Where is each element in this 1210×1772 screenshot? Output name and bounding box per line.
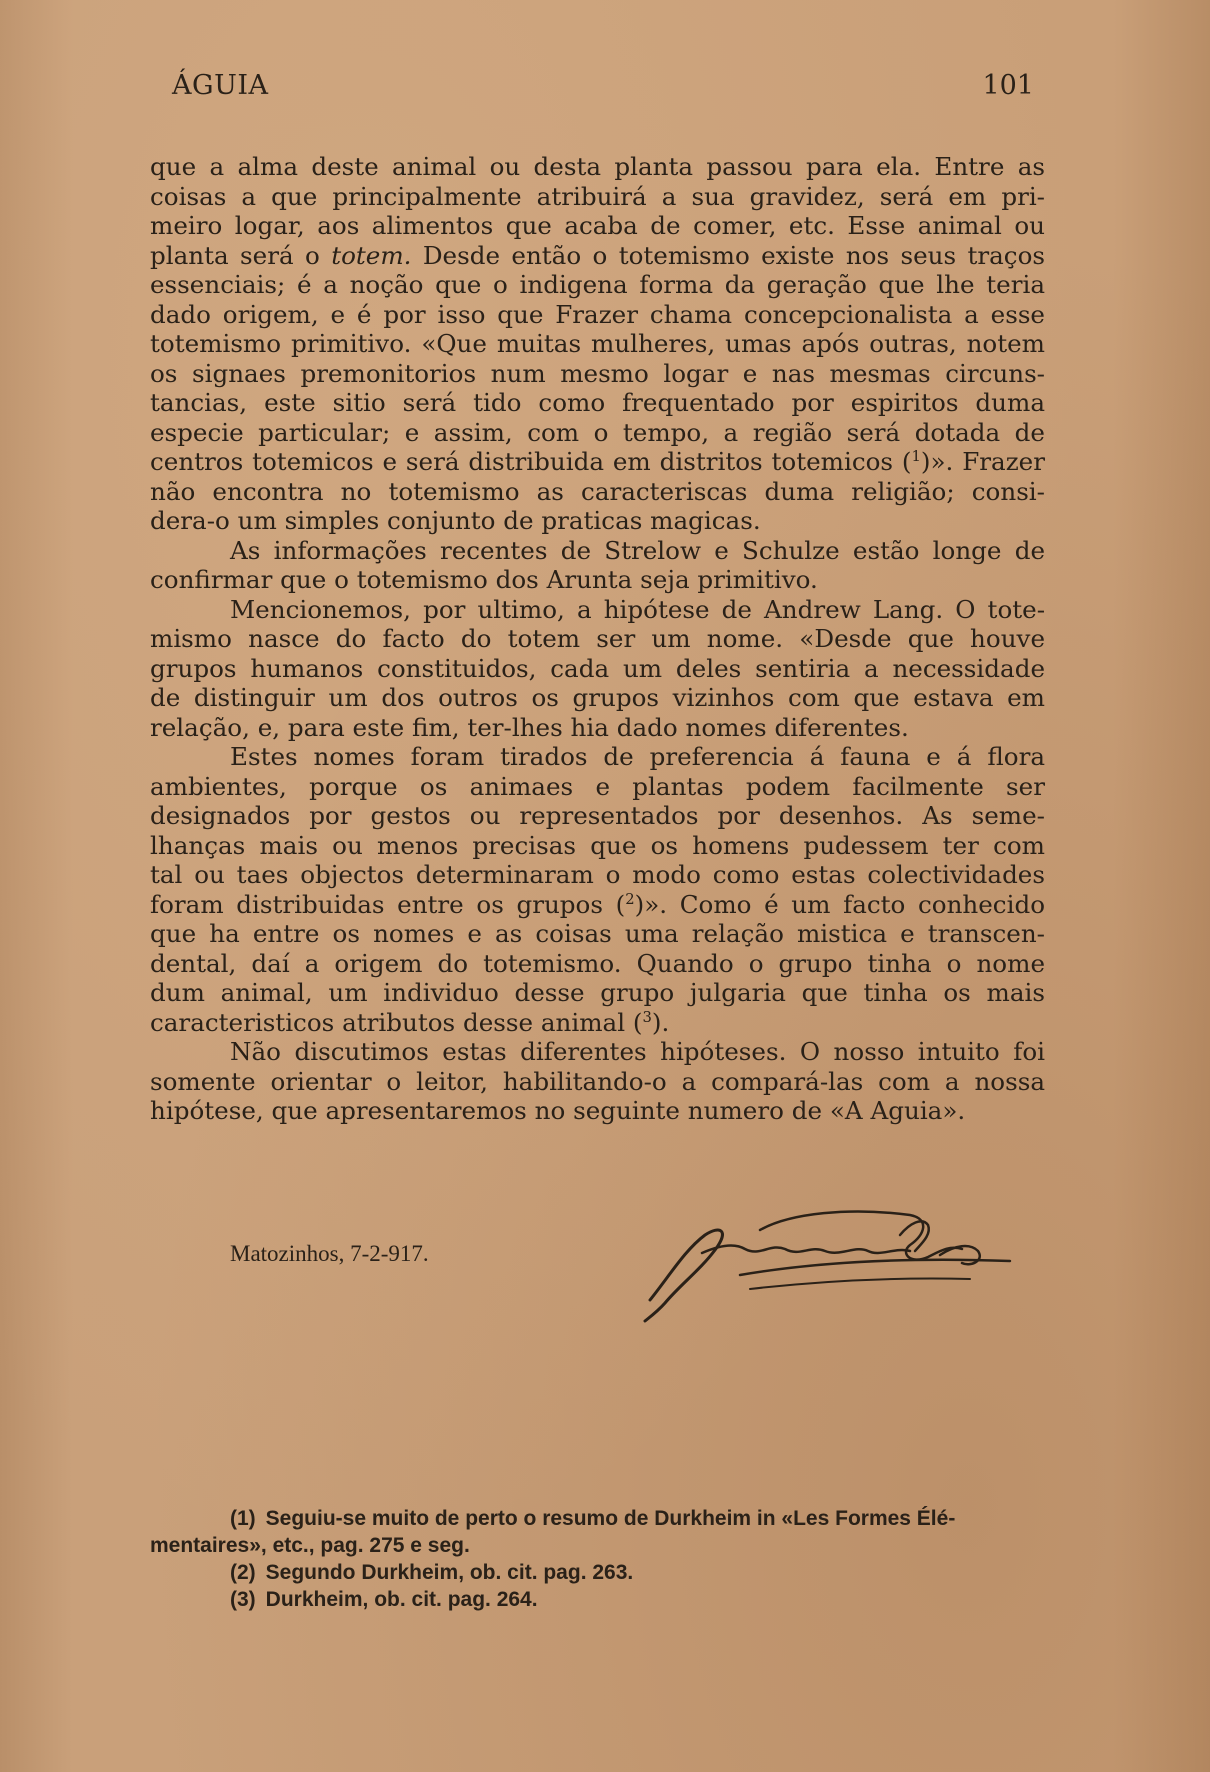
text-line: os signaes premonitorios num mesmo logar e nas mesmas circuns- <box>150 358 1045 388</box>
footnote-text: Segundo Durkheim, ob. cit. pag. 263. <box>265 1561 634 1584</box>
footnote-mark: (3) <box>230 1588 256 1611</box>
text-line: de distinguir um dos outros os grupos vizinhos com que estava em <box>150 683 1045 712</box>
text-line: tancias, este sitio será tido como frequentado por espiritos duma <box>150 388 1045 417</box>
text-line: As informações recentes de Strelow e Schulze estão longe de <box>230 535 1045 565</box>
text-line: especie particular; e assim, com o tempo, a região será dotada de <box>150 417 1045 447</box>
text-line: mismo nasce do facto do totem ser um nome. «Desde que houve <box>150 624 1045 653</box>
text-segment: Desde então o totemismo existe nos seus traços <box>411 240 1045 270</box>
text-segment: ). <box>651 1007 670 1037</box>
footnote-ref: 1 <box>911 448 921 466</box>
text-line: que ha entre os nomes e as coisas uma relação mistica e transcen- <box>150 919 1045 948</box>
running-header <box>172 70 1034 106</box>
text-line: dum animal, um individuo desse grupo julgaria que tinha os mais <box>150 978 1045 1007</box>
place-date: Matozinhos, 7-2-917. <box>230 1241 429 1266</box>
text-line: Estes nomes foram tirados de preferencia á fauna e á flora <box>230 742 1045 771</box>
footnote-ref: 3 <box>642 1008 652 1026</box>
text-line: essenciais; é a noção que o indigena forma da geração que lhe teria <box>150 270 1045 299</box>
text-line <box>150 890 1045 920</box>
footnote-ref: 2 <box>625 890 635 908</box>
footnote-mark: (1) <box>230 1507 256 1530</box>
text-segment: )». Como é um facto conhecido <box>634 889 1045 919</box>
page-number: 101 <box>982 70 1034 101</box>
article-body <box>150 152 1045 1126</box>
text-line: não encontra no totemismo as caracteriscas duma religião; consi- <box>150 476 1045 506</box>
text-line <box>150 241 1045 271</box>
text-line: Não discutimos estas diferentes hipóteses. O nosso intuito foi <box>230 1037 1045 1066</box>
text-line: Mencionemos, por ultimo, a hipótese de Andrew Lang. O tote- <box>230 594 1045 624</box>
text-line: grupos humanos constituidos, cada um deles sentiria a necessidade <box>150 653 1045 683</box>
footnote-1 <box>150 1505 1045 1532</box>
text-line: tal ou taes objectos determinaram o modo como estas colectividades <box>150 860 1045 889</box>
text-line: relação, e, para este fim, ter-lhes hia dado nomes diferentes. <box>150 712 909 742</box>
text-line: que a alma deste animal ou desta planta passou para ela. Entre as <box>150 152 1045 181</box>
text-line: meiro logar, aos alimentos que acaba de comer, etc. Esse animal ou <box>150 211 1045 240</box>
text-line: lhanças mais ou menos precisas que os homens pudessem ter com <box>150 830 1045 860</box>
running-title: ÁGUIA <box>172 70 269 101</box>
footnote-1-continued <box>150 1532 1045 1559</box>
text-line: dera-o um simples conjunto de praticas magicas. <box>150 506 761 535</box>
footnote-text: mentaires», etc., pag. 275 e seg. <box>150 1534 470 1557</box>
text-line: dental, daí a origem do totemismo. Quando o grupo tinha o nome <box>150 948 1045 978</box>
text-line: coisas a que principalmente atribuirá a sua gravidez, será em pri- <box>150 181 1045 211</box>
handwritten-signature <box>610 1205 1040 1325</box>
paragraph <box>150 536 1045 595</box>
text-line: somente orientar o leitor, habilitando-o a compará-las com a nossa <box>150 1066 1045 1096</box>
text-line <box>150 447 1045 477</box>
text-segment: caracteristicos atributos desse animal ( <box>150 1007 643 1037</box>
footnote-3 <box>150 1586 1045 1613</box>
text-segment: centros totemicos e será distribuida em distritos totemicos ( <box>150 447 912 476</box>
text-line: totemismo primitivo. «Que muitas mulheres, umas após outras, notem <box>150 329 1045 358</box>
paragraph <box>150 152 1045 536</box>
signature-block <box>230 1205 1080 1325</box>
emphasized-word: totem. <box>331 240 412 270</box>
text-segment: planta será o <box>150 240 320 270</box>
footnote-text: Durkheim, ob. cit. pag. 264. <box>265 1588 538 1611</box>
text-line <box>150 1008 1045 1038</box>
footnote-text: Seguiu-se muito de perto o resumo de Durkheim in «Les Formes Élé- <box>265 1507 956 1530</box>
footnote-2 <box>150 1559 1045 1586</box>
paragraph <box>150 595 1045 1038</box>
text-line: confirmar que o totemismo dos Arunta seja primitivo. <box>150 565 818 594</box>
paragraph <box>150 1037 1045 1126</box>
text-line: hipótese, que apresentaremos no seguinte numero de «A Aguia». <box>150 1096 966 1125</box>
text-line: designados por gestos ou representados por desenhos. As seme- <box>150 801 1045 830</box>
footnote-mark: (2) <box>230 1561 256 1584</box>
text-line: ambientes, porque os animaes e plantas podem facilmente ser <box>150 771 1045 801</box>
footnotes <box>150 1505 1045 1613</box>
text-line: dado origem, e é por isso que Frazer chama concepcionalista a esse <box>150 299 1045 329</box>
text-segment: )». Frazer <box>920 447 1045 476</box>
text-segment: foram distribuidas entre os grupos ( <box>150 889 626 919</box>
